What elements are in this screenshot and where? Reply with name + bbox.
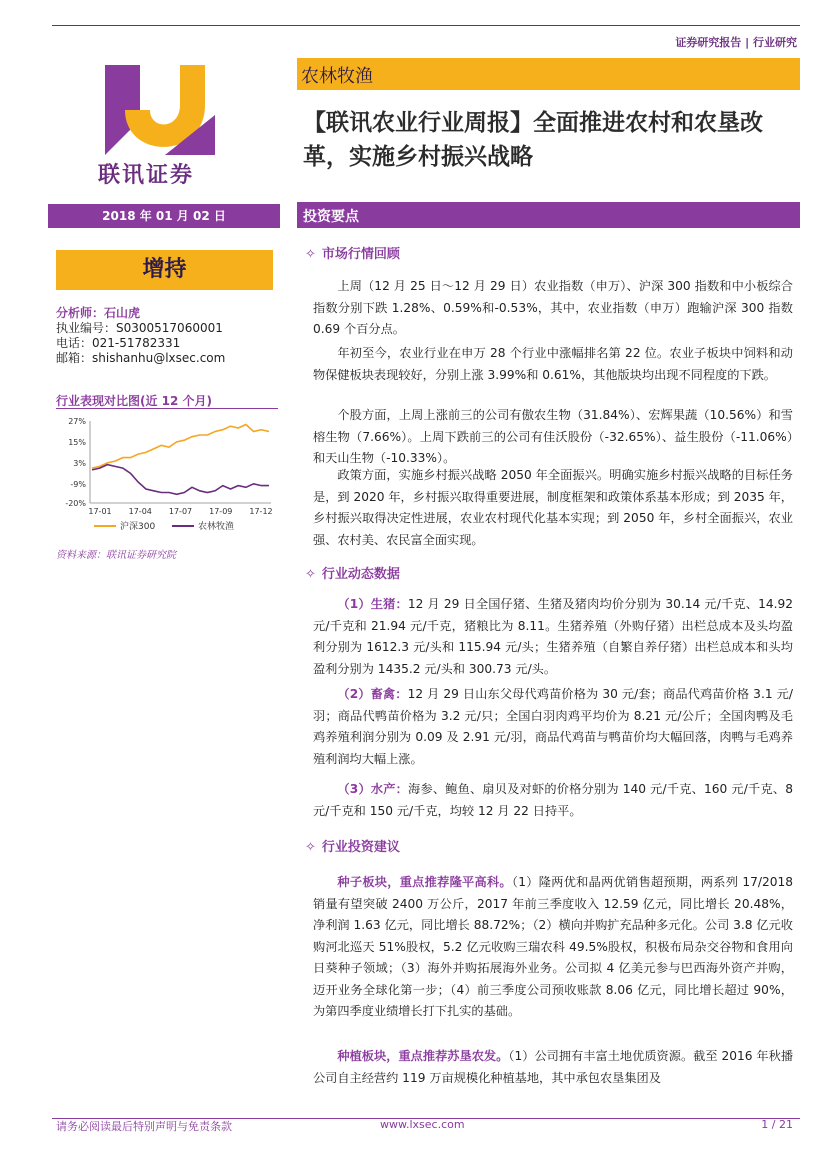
aqua-text: 海参、鲍鱼、扇贝及对虾的价格分别为 140 元/千克、160 元/千克、8 元/千克和 150 元/千克，均较 12 月 22 日持平。 — [313, 782, 793, 818]
analyst-name: 分析师：石山虎 — [56, 306, 141, 320]
pig-paragraph — [313, 594, 793, 680]
analyst-email: 邮箱：shishanhu@lxsec.com — [56, 351, 226, 365]
section-advice-heading — [305, 836, 400, 855]
report-title: 【联讯农业行业周报】全面推进农村和农垦改革，实施乡村振兴战略 — [303, 110, 763, 170]
footer-page-number: 1 / 21 — [761, 1118, 793, 1131]
diamond-icon: ✧ — [305, 567, 316, 582]
diamond-icon: ✧ — [305, 840, 316, 855]
market-paragraph-4: 政策方面，实施乡村振兴战略 2050 年全面振兴。明确实施乡村振兴战略的目标任务是，到 2020 年，乡村振兴取得重要进展，制度框架和政策体系基本形成；到 2035 年，乡村振兴取得决定性进展，农业农村现代化基本实现；到 2050 年，乡村全面振兴，农业强、农村美、农民富全面实现。 — [313, 468, 793, 547]
analyst-phone: 电话：021-51782331 — [56, 336, 181, 350]
market-paragraph-2: 年初至今，农业行业在申万 28 个行业中涨幅排名第 22 位。农业子板块中饲料和动物保健板块表现较好，分别上涨 3.99%和 0.61%，其他版块均出现不同程度的下跌。 — [313, 346, 793, 382]
chart-container — [56, 408, 278, 536]
pig-text: 12 月 29 日全国仔猪、生猪及猪肉均价分别为 30.14 元/千克、14.92 元/千克和 21.94 元/千克，猪粮比为 8.11。生猪养殖（外购仔猪）出栏总成本及头均盈利分别为 1612.3 元/头和 115.94 元/头；生猪养殖（自繁自养仔猪）出栏总成本和头均盈利分别为 1435.2 元/头和 300.73 元/头。 — [313, 597, 794, 676]
x-tick-label: 17-09 — [209, 507, 233, 516]
top-rule — [52, 25, 800, 26]
market-paragraph-3: 个股方面，上周上涨前三的公司有傲农生物（31.84%）、宏辉果蔬（10.56%）和雪榕生物（7.66%）。上周下跌前三的公司有佳沃股份（-32.65%）、益生股份（-11.06%）和天山生物（-10.33%）。 — [313, 408, 793, 465]
sector-label: 农林牧渔 — [301, 66, 373, 87]
aqua-paragraph — [313, 779, 793, 822]
aqua-label: （3）水产： — [337, 782, 409, 796]
x-tick-label: 17-04 — [128, 507, 152, 516]
y-tick-label: -20% — [65, 499, 86, 508]
y-tick-label: -9% — [70, 479, 86, 489]
plant-text: （1）公司拥有丰富土地优质资源。截至 2016 年秋播公司自主经营约 119 万亩规模化种植基地，其中承包农垦集团及 — [313, 1049, 794, 1085]
section-data-heading — [305, 563, 400, 582]
market-paragraph-1: 上周（12 月 25 日～12 月 29 日）农业指数（申万）、沪深 300 指数和中小板综合指数分别下跌 1.28%、0.59%和-0.53%，其中，农业指数（申万）跑输沪深 300 指数 0.69 个百分点。 — [313, 279, 793, 336]
seed-paragraph — [313, 872, 793, 1023]
y-tick-label: 3% — [73, 458, 86, 468]
performance-chart — [56, 409, 278, 537]
footer-disclaimer: 请务必阅读最后特别声明与免责条款 — [56, 1120, 232, 1133]
chart-source: 资料来源：联讯证券研究院 — [56, 550, 176, 561]
plant-label: 种植板块，重点推荐苏垦农发。 — [337, 1049, 509, 1063]
section-market-heading — [305, 243, 400, 262]
y-tick-label: 15% — [68, 437, 86, 447]
report-date: 2018 年 01 月 02 日 — [48, 204, 280, 228]
pig-label: （1）生猪： — [337, 597, 408, 611]
series-line — [92, 465, 269, 495]
logo-text: 联讯证券 — [98, 163, 195, 188]
analyst-license: 执业编号：S0300517060001 — [56, 321, 223, 335]
analyst-info — [56, 306, 225, 366]
report-type-tag: 证券研究报告 | 行业研究 — [675, 36, 797, 49]
series-line — [92, 425, 269, 469]
poultry-label: （2）畜禽： — [337, 687, 408, 701]
section-market-title: 市场行情回顾 — [321, 247, 400, 262]
legend-label: 农林牧渔 — [198, 522, 235, 532]
plant-paragraph — [313, 1046, 793, 1089]
poultry-text: 12 月 29 日山东父母代鸡苗价格为 30 元/套；商品代鸡苗价格 3.1 元/羽；商品代鸭苗价格为 3.2 元/只；全国白羽肉鸡平均价为 8.21 元/公斤；全国肉鸭及毛鸡养殖利润分别为 0.09 及 2.91 元/羽，商品代鸡苗与鸭苗价均大幅回落，肉鸭与毛鸡养殖利润均大幅上涨。 — [313, 687, 793, 766]
y-tick-label: 27% — [68, 417, 86, 426]
summary-bar — [297, 202, 800, 228]
x-tick-label: 17-01 — [88, 507, 112, 516]
seed-label: 种子板块，重点推荐隆平高科。 — [337, 875, 512, 889]
chart-title: 行业表现对比图(近 12 个月) — [56, 394, 213, 408]
x-tick-label: 17-12 — [249, 507, 273, 516]
section-advice-title: 行业投资建议 — [321, 840, 400, 855]
sector-bar — [297, 58, 800, 90]
diamond-icon: ✧ — [305, 247, 316, 262]
legend-label: 沪深300 — [120, 522, 156, 532]
x-tick-label: 17-07 — [168, 507, 193, 516]
summary-label: 投资要点 — [303, 209, 359, 225]
section-data-title: 行业动态数据 — [321, 567, 400, 582]
rating-badge: 增持 — [56, 250, 273, 290]
seed-text: （1）隆两优和晶两优销售超预期，两系列 17/2018 销量有望突破 2400 万公斤，2017 年前三季度收入 12.59 亿元，同比增长 20.48%，净利润 1.63 亿元，同比增长 88.72%；（2）横向并购扩充品种多元化。公司 3.8 亿元收购河北巡天 51%股权，5.2 亿元收购三瑞农科 49.5%股权，积极布局杂交谷物和食用向日葵种子领域；（3）海外并购拓展海外业务。公司拟 4 亿美元参与巴西海外资产并购，迈开业务全球化第一步；（4）前三季度公司预收账款 8.06 亿元，同比增长超过 90%，为第四季度业绩增长打下扎实的基础。 — [313, 875, 793, 1018]
footer-website: www.lxsec.com — [380, 1118, 465, 1131]
poultry-paragraph — [313, 684, 793, 770]
